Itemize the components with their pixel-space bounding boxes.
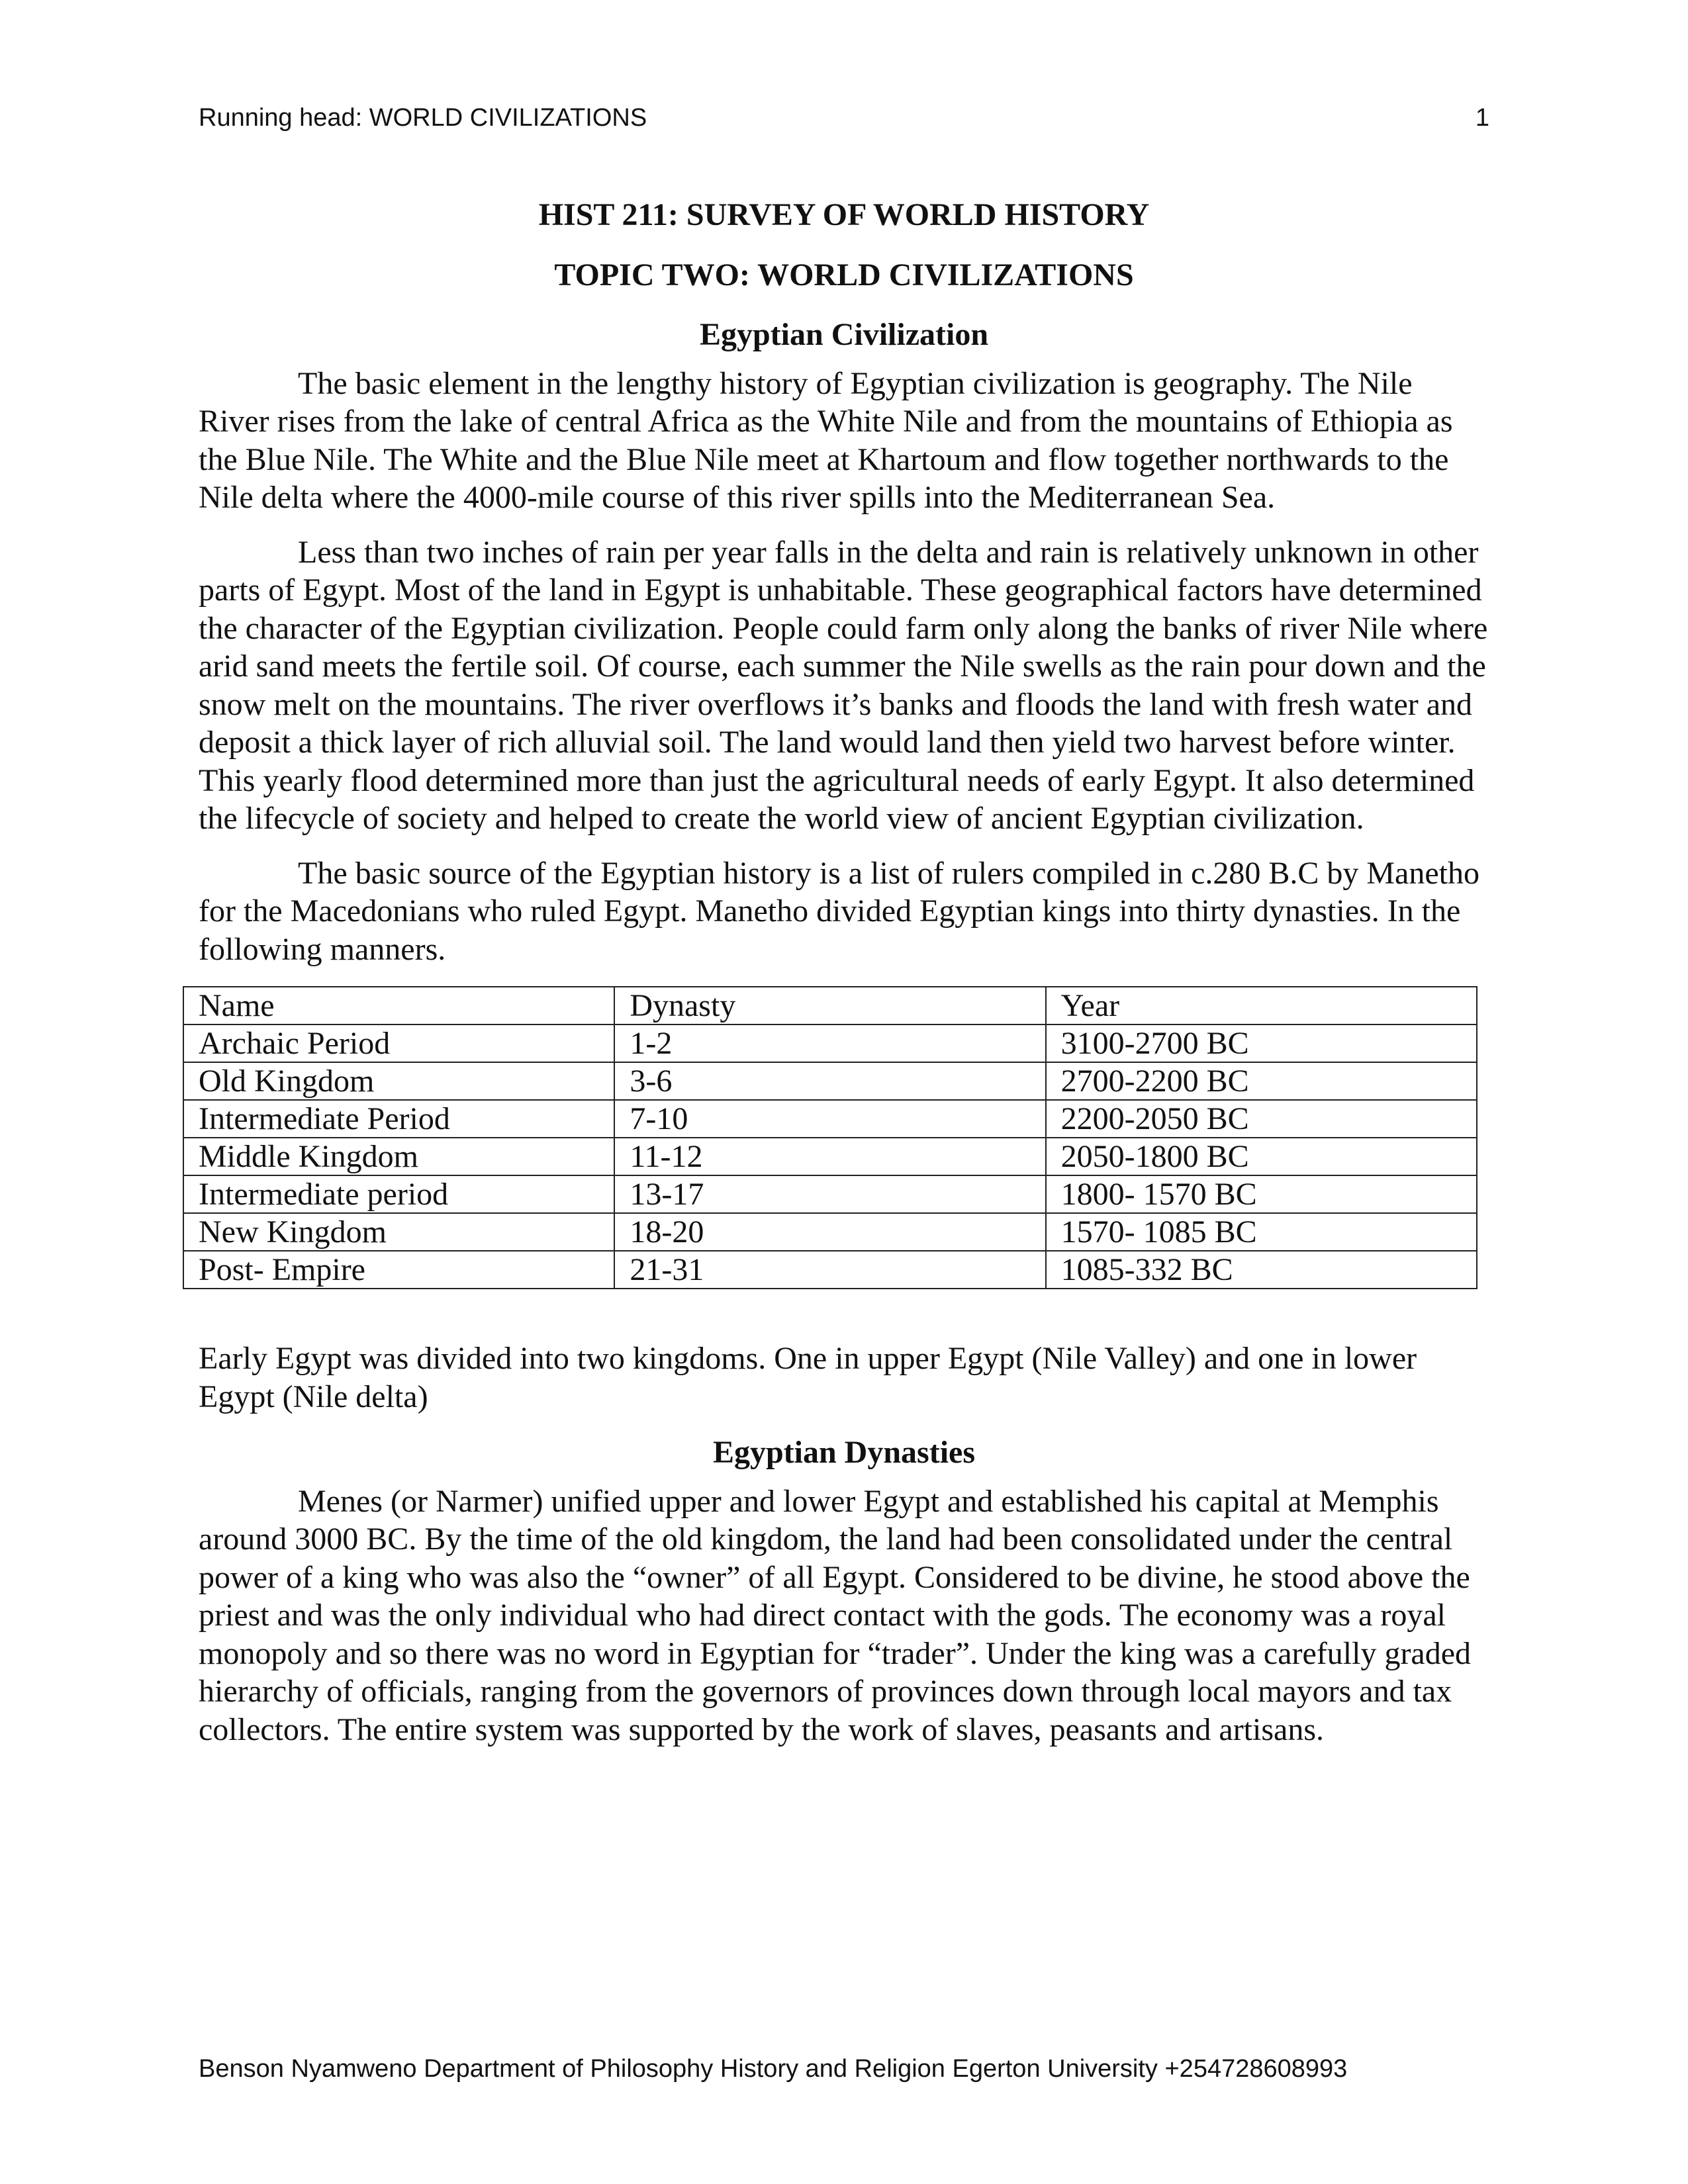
column-header-dynasty: Dynasty — [614, 987, 1045, 1024]
cell-name: Old Kingdom — [183, 1062, 614, 1100]
page-number: 1 — [1475, 104, 1489, 132]
paragraph-manetho: The basic source of the Egyptian history is a list of rulers compiled in c.280 B.C by Manetho for the Macedonians who ruled Egypt. Manetho divided Egyptian kings into thirty dynasties. In the following manners. — [199, 855, 1479, 967]
table-row — [183, 1251, 1477, 1289]
running-header — [199, 101, 1489, 135]
cell-dynasty: 7-10 — [614, 1100, 1045, 1138]
cell-name: Intermediate period — [183, 1175, 614, 1213]
cell-year: 1570- 1085 BC — [1046, 1213, 1477, 1251]
table-row — [183, 1213, 1477, 1251]
table-row — [183, 1024, 1477, 1062]
cell-name: Post- Empire — [183, 1251, 614, 1289]
page-footer — [199, 2052, 1489, 2086]
cell-year: 2200-2050 BC — [1046, 1100, 1477, 1138]
cell-name: New Kingdom — [183, 1213, 614, 1251]
cell-dynasty: 13-17 — [614, 1175, 1045, 1213]
running-head-text: Running head: WORLD CIVILIZATIONS — [199, 104, 647, 132]
dynasty-table — [183, 986, 1477, 1289]
cell-dynasty: 21-31 — [614, 1251, 1045, 1289]
footer-text: Benson Nyamweno Department of Philosophy History and Religion Egerton University +254728608993 — [199, 2055, 1348, 2083]
cell-year: 1085-332 BC — [1046, 1251, 1477, 1289]
cell-year: 2050-1800 BC — [1046, 1138, 1477, 1175]
cell-dynasty: 1-2 — [614, 1024, 1045, 1062]
section-heading-egyptian-civilization: Egyptian Civilization — [699, 317, 989, 352]
cell-name: Archaic Period — [183, 1024, 614, 1062]
paragraph-menes: Menes (or Narmer) unified upper and lower Egypt and established his capital at Memphis around 3000 BC. By the time of the old kingdom, the land had been consolidated under the central power of a king who was also the “owner” of all Egypt. Considered to be divine, he stood above the priest and was the only individual who had direct contact with the gods. The economy was a royal monopoly and so there was no word in Egyptian for “trader”. Under the king was a carefully graded hierarchy of officials, ranging from the governors of provinces down through local mayors and tax collectors. The entire system was supported by the work of slaves, peasants and artisans. — [199, 1483, 1472, 1747]
column-header-year: Year — [1046, 987, 1477, 1024]
paragraph-geography: The basic element in the lengthy history of Egyptian civilization is geography. The Nile River rises from the lake of central Africa as the White Nile and from the mountains of Ethiopia as the Blue Nile. The White and the Blue Nile meet at Khartoum and flow together northwards to the Nile delta where the 4000-mile course of this river spills into the Mediterranean Sea. — [199, 365, 1453, 515]
table-row — [183, 1062, 1477, 1100]
cell-year: 2700-2200 BC — [1046, 1062, 1477, 1100]
column-header-name: Name — [183, 987, 614, 1024]
cell-name: Middle Kingdom — [183, 1138, 614, 1175]
paragraph-rain: Less than two inches of rain per year falls in the delta and rain is relatively unknown in other parts of Egypt. Most of the land in Egypt is unhabitable. These geographical factors have determined the character of the Egyptian civilization. People could farm only along the banks of river Nile where arid sand meets the fertile soil. Of course, each summer the Nile swells as the rain pour down and the snow melt on the mountains. The river overflows it’s banks and floods the land with fresh water and deposit a thick layer of rich alluvial soil. The land would land then yield two harvest before winter. This yearly flood determined more than just the agricultural needs of early Egypt. It also determined the lifecycle of society and helped to create the world view of ancient Egyptian civilization. — [199, 534, 1488, 836]
cell-dynasty: 11-12 — [614, 1138, 1045, 1175]
cell-year: 3100-2700 BC — [1046, 1024, 1477, 1062]
cell-name: Intermediate Period — [183, 1100, 614, 1138]
table-row — [183, 1138, 1477, 1175]
section-heading-egyptian-dynasties: Egyptian Dynasties — [712, 1435, 976, 1470]
document-body — [199, 196, 1489, 1749]
table-header-row — [183, 987, 1477, 1024]
cell-dynasty: 18-20 — [614, 1213, 1045, 1251]
course-title: HIST 211: SURVEY OF WORLD HISTORY — [538, 197, 1150, 232]
table-row — [183, 1100, 1477, 1138]
cell-year: 1800- 1570 BC — [1046, 1175, 1477, 1213]
cell-dynasty: 3-6 — [614, 1062, 1045, 1100]
topic-title: TOPIC TWO: WORLD CIVILIZATIONS — [554, 257, 1134, 293]
table-row — [183, 1175, 1477, 1213]
paragraph-two-kingdoms: Early Egypt was divided into two kingdoms. One in upper Egypt (Nile Valley) and one in lower Egypt (Nile delta) — [199, 1341, 1417, 1414]
